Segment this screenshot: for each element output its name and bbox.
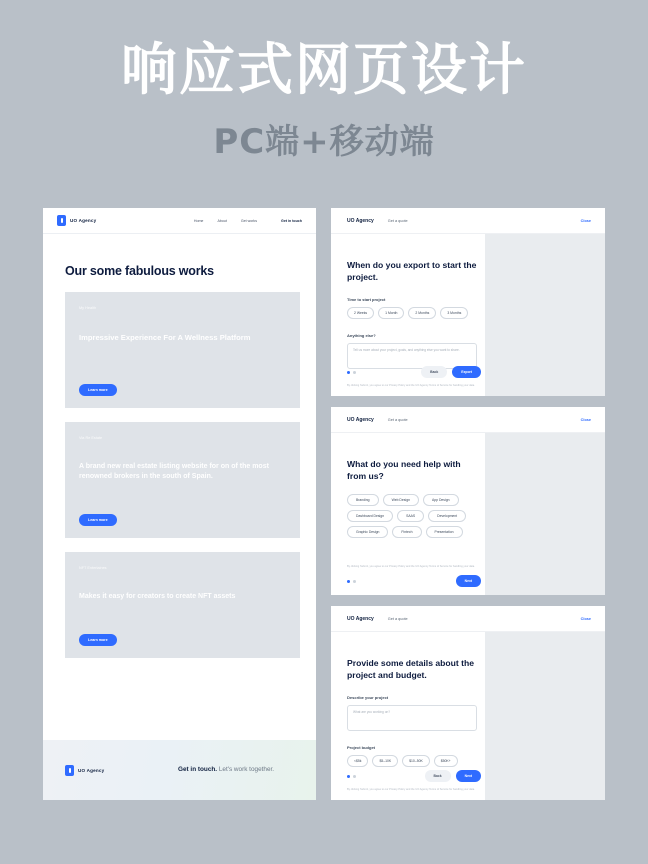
back-button[interactable]: Back (421, 366, 447, 378)
work-card-tag: Via Re Estate (79, 436, 103, 440)
banner (0, 40, 648, 163)
step-dot (353, 580, 356, 583)
nav-links (194, 219, 257, 223)
footer-brand-logo[interactable] (65, 765, 104, 776)
footer-cta (178, 765, 296, 775)
work-card-tag: NFT Entertaines (79, 566, 107, 570)
chip-web-design[interactable]: Web Design (383, 494, 419, 506)
banner-subtitle: PC端+移动端 (213, 121, 435, 162)
work-card-headline: Impressive Experience For A Wellness Platform (79, 333, 251, 342)
step-indicator (347, 775, 356, 778)
work-card-headline: Makes it easy for creators to create NFT assets (79, 593, 236, 600)
nav-link-home[interactable]: Home (193, 218, 204, 223)
step-heading: When do you export to start the project. (347, 260, 477, 282)
field-label-anything-else: Anything else? (347, 333, 376, 339)
modal-subtitle: Get a quote (387, 218, 408, 223)
export-button[interactable]: Export (452, 366, 481, 378)
preview-panel (485, 433, 605, 595)
page-title: Our some fabulous works (65, 264, 214, 278)
nav-cta-get-in-touch[interactable]: Get in touch (281, 218, 302, 223)
chip-10-50k[interactable]: $10–50K (402, 755, 430, 767)
back-button[interactable]: Back (425, 770, 451, 782)
chip-dashboard-design[interactable]: Dashboard Design (347, 510, 393, 522)
chip-group-timeline (347, 307, 477, 319)
preview-panel (485, 234, 605, 396)
field-label-describe-project: Describe your project (347, 695, 389, 701)
chip-saas[interactable]: SAAS (397, 510, 424, 522)
nav-link-about[interactable]: About (217, 218, 227, 223)
chip-presentation[interactable]: Presentation (426, 526, 463, 538)
chip-2-weeks[interactable]: 2 Weeks (347, 307, 374, 319)
step-dot-active (347, 371, 350, 374)
chip-graphic-design[interactable]: Graphic Design (347, 526, 388, 538)
chip-fintech[interactable]: Fintech (392, 526, 421, 538)
brand-name: UO Agency (70, 218, 97, 223)
step-heading: What do you need help with from us? (347, 459, 461, 481)
banner-title: 响应式网页设计 (121, 38, 527, 103)
chip-group-services (347, 494, 477, 538)
step-dot (353, 371, 356, 374)
anything-else-textarea[interactable]: Tell us more about your project, goals, and anything else you want to share. (347, 343, 477, 369)
footer-brand-name: UO Agency (78, 767, 105, 773)
step-indicator (347, 371, 356, 374)
chip-5-10k[interactable]: $5–10K (372, 755, 398, 767)
work-card-tag: My Health (79, 306, 97, 310)
work-card-learn-more-button[interactable]: Learn more (79, 634, 117, 646)
chip-group-budget (347, 755, 477, 767)
legal-text: By clicking Submit, you agree to our Privacy Policy and the UO Agency Terms of Service for handling your data. (347, 565, 475, 569)
chip-2-months[interactable]: 2 Months (408, 307, 436, 319)
modal-brand: UO Agency (347, 217, 374, 224)
logo-mark-icon (65, 765, 74, 776)
field-label-start-time: Time to start project (347, 297, 386, 303)
step-indicator (347, 580, 356, 583)
nav-link-get-works[interactable]: Get works (240, 218, 258, 223)
field-label-project-budget: Project budget (347, 745, 376, 751)
next-button[interactable]: Next (456, 770, 481, 782)
close-button[interactable]: Close (580, 616, 591, 621)
chip-50k-plus[interactable]: $50K+ (434, 755, 458, 767)
modal-brand: UO Agency (347, 615, 374, 622)
footer-cta-tail: Let's work together. (218, 766, 275, 774)
step-heading: Provide some details about the project and budget. (347, 658, 475, 680)
modal-header (331, 606, 605, 632)
legal-text: By clicking Submit, you agree to our Privacy Policy and the UO Agency Terms of Service for handling your data. (347, 788, 475, 792)
site-footer (43, 740, 316, 800)
chip-under-5k[interactable]: <$5k (347, 755, 368, 767)
step-dot (353, 775, 356, 778)
next-button[interactable]: Next (456, 575, 481, 587)
site-navbar (43, 208, 316, 234)
work-card-learn-more-button[interactable]: Learn more (79, 384, 117, 396)
modal-header (331, 407, 605, 433)
close-button[interactable]: Close (580, 218, 591, 223)
chip-development[interactable]: Development (428, 510, 466, 522)
chip-branding[interactable]: Branding (347, 494, 379, 506)
work-card-real-estate[interactable] (65, 422, 300, 538)
legal-text: By clicking Submit, you agree to our Privacy Policy and the UO Agency Terms of Service for handling your data. (347, 384, 475, 388)
desktop-mockup (43, 208, 316, 800)
modal-header (331, 208, 605, 234)
chip-3-months[interactable]: 3 Months (440, 307, 468, 319)
work-card-nft[interactable] (65, 552, 300, 658)
quote-step-schedule (331, 208, 605, 396)
close-button[interactable]: Close (580, 417, 591, 422)
modal-subtitle: Get a quote (387, 616, 408, 621)
work-card-health[interactable] (65, 292, 300, 408)
footer-cta-lead: Get in touch. (178, 766, 218, 774)
logo-mark-icon (57, 215, 66, 226)
chip-1-month[interactable]: 1 Month (378, 307, 404, 319)
step-dot-active (347, 580, 350, 583)
describe-project-textarea[interactable]: What are you working on? (347, 705, 477, 731)
chip-app-design[interactable]: App Design (423, 494, 459, 506)
quote-step-services (331, 407, 605, 595)
quote-step-details (331, 606, 605, 800)
step-dot-active (347, 775, 350, 778)
work-card-learn-more-button[interactable]: Learn more (79, 514, 117, 526)
work-card-headline: A brand new real estate listing website for on of the most renowned brokers in the south of Spain. (79, 463, 269, 481)
modal-brand: UO Agency (347, 416, 374, 423)
brand-logo[interactable] (57, 215, 96, 226)
preview-panel (485, 632, 605, 800)
modal-subtitle: Get a quote (387, 417, 408, 422)
